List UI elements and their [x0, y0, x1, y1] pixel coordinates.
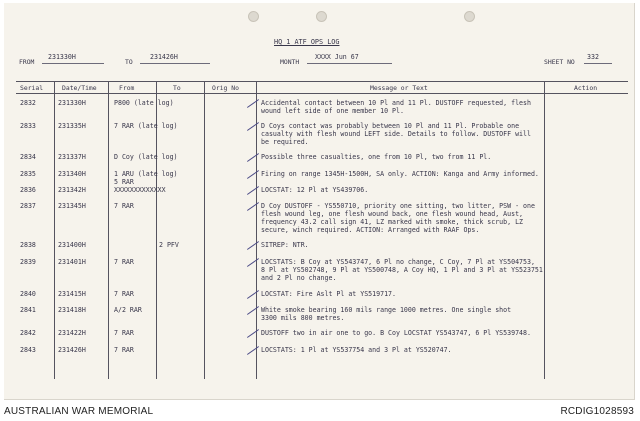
serial-cell: 2838 — [20, 241, 36, 249]
serial-cell: 2843 — [20, 346, 36, 354]
archive-caption-bar — [0, 401, 640, 421]
message-line: SITREP: NTR. — [261, 241, 309, 249]
from-label: FROM — [19, 58, 35, 66]
message-line: DUSTOFF two in air one to go. B Coy LOCSTAT YS543747, 6 Pl YS539748. — [261, 329, 531, 337]
from-cell — [114, 122, 178, 130]
column-divider — [544, 81, 545, 379]
from-cell — [114, 306, 142, 314]
serial-cell: 2839 — [20, 258, 36, 266]
pen-tick-mark — [247, 186, 259, 195]
punch-hole — [464, 11, 475, 22]
serial-cell: 2834 — [20, 153, 36, 161]
datetime-cell: 231345H — [58, 202, 86, 210]
from-line: 7 RAR — [114, 346, 134, 354]
datetime-cell: 231426H — [58, 346, 86, 354]
message-line: Possible three casualties, one from 10 Pl, two from 11 Pl. — [261, 153, 492, 161]
col-header-orig-no: Orig No — [212, 84, 239, 92]
col-header-message: Message or Text — [370, 84, 428, 92]
message-cell — [261, 99, 531, 115]
serial-cell: 2835 — [20, 170, 36, 178]
from-cell — [114, 186, 166, 194]
col-header-serial: Serial — [20, 84, 44, 92]
archive-reference: RCDIG1028593 — [560, 406, 634, 417]
from-underline — [42, 63, 104, 64]
pen-tick-mark — [247, 241, 259, 250]
message-cell — [261, 122, 531, 146]
message-line: be required. — [261, 138, 309, 146]
pen-tick-mark — [247, 258, 259, 267]
message-cell — [261, 153, 491, 161]
from-cell — [114, 153, 178, 161]
message-cell — [261, 346, 452, 354]
from-line: 7 RAR — [114, 329, 134, 337]
from-cell — [114, 258, 134, 266]
from-cell — [114, 202, 134, 210]
serial-cell: 2836 — [20, 186, 36, 194]
datetime-cell: 231422H — [58, 329, 86, 337]
pen-tick-mark — [247, 99, 259, 108]
pen-tick-mark — [247, 122, 259, 131]
pen-tick-mark — [247, 202, 259, 211]
message-line: LOCSTATS: 1 Pl at YS537754 and 3 Pl at YS520747. — [261, 346, 452, 354]
datetime-cell: 231330H — [58, 99, 86, 107]
log-sheet — [4, 3, 635, 400]
message-line: LOCSTAT: 12 Pl at YS439706. — [261, 186, 369, 194]
col-header-to: To — [173, 84, 181, 92]
from-cell — [114, 99, 174, 107]
message-line: White smoke bearing 160 mils range 1000 metres. One single shot — [261, 306, 512, 314]
serial-cell: 2833 — [20, 122, 36, 130]
sheet-value: 332 — [587, 53, 599, 61]
from-line: P800 (late log) — [114, 99, 174, 107]
from-line: 7 RAR — [114, 290, 134, 298]
datetime-cell: 231400H — [58, 241, 86, 249]
to-value: 231426H — [150, 53, 178, 61]
from-value: 231330H — [48, 53, 76, 61]
from-line: XXXXXXXXXXXXX — [114, 186, 166, 194]
sheet-underline — [584, 63, 612, 64]
pen-tick-mark — [247, 346, 259, 355]
message-line: 8 Pl at YS502748, 9 Pl at YS500748, A Coy HQ, 1 Pl and 3 Pl at YS523751 — [261, 266, 543, 274]
from-line: A/2 RAR — [114, 306, 142, 314]
punch-hole — [248, 11, 259, 22]
pen-tick-mark — [247, 329, 259, 338]
from-line: 7 RAR — [114, 258, 134, 266]
message-line: 3300 mils 800 metres. — [261, 314, 345, 322]
column-divider — [256, 81, 257, 379]
message-line: casualty with flesh wound LEFT side. Details to follow. DUSTOFF will — [261, 130, 531, 138]
log-title: HQ 1 ATF OPS LOG — [274, 38, 340, 46]
datetime-cell: 231342H — [58, 186, 86, 194]
message-line: wound left side of one member 10 Pl. — [261, 107, 404, 115]
from-line: 7 RAR (late log) — [114, 122, 178, 130]
from-line: 1 ARU (late log) — [114, 170, 178, 178]
punch-hole — [316, 11, 327, 22]
to-underline — [140, 63, 210, 64]
serial-cell: 2841 — [20, 306, 36, 314]
message-cell — [261, 329, 531, 337]
message-cell — [261, 170, 539, 178]
col-header-datetime: Date/Time — [62, 84, 97, 92]
from-cell — [114, 170, 178, 186]
message-cell — [261, 186, 368, 194]
pen-tick-mark — [247, 290, 259, 299]
to-cell: 2 PFV — [159, 241, 179, 249]
column-divider — [204, 81, 205, 379]
serial-cell: 2842 — [20, 329, 36, 337]
pen-tick-mark — [247, 170, 259, 179]
from-cell — [114, 329, 134, 337]
message-cell — [261, 241, 309, 249]
sheet-label: SHEET NO — [544, 58, 575, 66]
pen-tick-mark — [247, 153, 259, 162]
from-cell — [114, 346, 134, 354]
datetime-cell: 231335H — [58, 122, 86, 130]
datetime-cell: 231337H — [58, 153, 86, 161]
from-line: 7 RAR — [114, 202, 134, 210]
message-line: D Coy DUSTOFF - YS550710, priority one sitting, two litter, PSW - one — [261, 202, 535, 210]
column-divider — [54, 81, 55, 379]
message-line: and 2 Pl no change. — [261, 274, 337, 282]
message-line: LOCSTAT: Fire Aslt Pl at YS519717. — [261, 290, 396, 298]
column-divider — [108, 81, 109, 379]
datetime-cell: 231418H — [58, 306, 86, 314]
message-cell — [261, 258, 543, 282]
message-line: flesh wound leg, one flesh wound back, one flesh wound head, Aust, — [261, 210, 524, 218]
from-line: D Coy (late log) — [114, 153, 178, 161]
serial-cell: 2840 — [20, 290, 36, 298]
message-line: LOCSTATS: B Coy at YS543747, 6 Pl no change, C Coy, 7 Pl at YS504753, — [261, 258, 535, 266]
serial-cell: 2832 — [20, 99, 36, 107]
message-line: Accidental contact between 10 Pl and 11 Pl. DUSTOFF requested, flesh — [261, 99, 531, 107]
pen-tick-mark — [247, 306, 259, 315]
serial-cell: 2837 — [20, 202, 36, 210]
message-cell — [261, 202, 535, 234]
month-label: MONTH — [280, 58, 300, 66]
archive-name: AUSTRALIAN WAR MEMORIAL — [4, 406, 154, 417]
month-underline — [307, 63, 392, 64]
message-line: Firing on range 1345H-1500H, SA only. ACTION: Kanga and Army informed. — [261, 170, 539, 178]
col-header-from: From — [119, 84, 135, 92]
message-cell — [261, 290, 396, 298]
message-cell — [261, 306, 511, 322]
datetime-cell: 231415H — [58, 290, 86, 298]
datetime-cell: 231340H — [58, 170, 86, 178]
datetime-cell: 231401H — [58, 258, 86, 266]
from-line: 5 RAR — [114, 178, 134, 186]
to-label: TO — [125, 58, 133, 66]
message-line: D Coys contact was probably between 10 Pl and 11 Pl. Probable one — [261, 122, 520, 130]
month-value: XXXX Jun 67 — [315, 53, 359, 61]
from-cell — [114, 290, 134, 298]
message-line: secure, winch required. ACTION: Arranged with RAAF Ops. — [261, 226, 480, 234]
col-header-action: Action — [574, 84, 598, 92]
message-line: frequency 43.2 call sign 41, LZ marked with smoke, thick scrub, LZ — [261, 218, 524, 226]
